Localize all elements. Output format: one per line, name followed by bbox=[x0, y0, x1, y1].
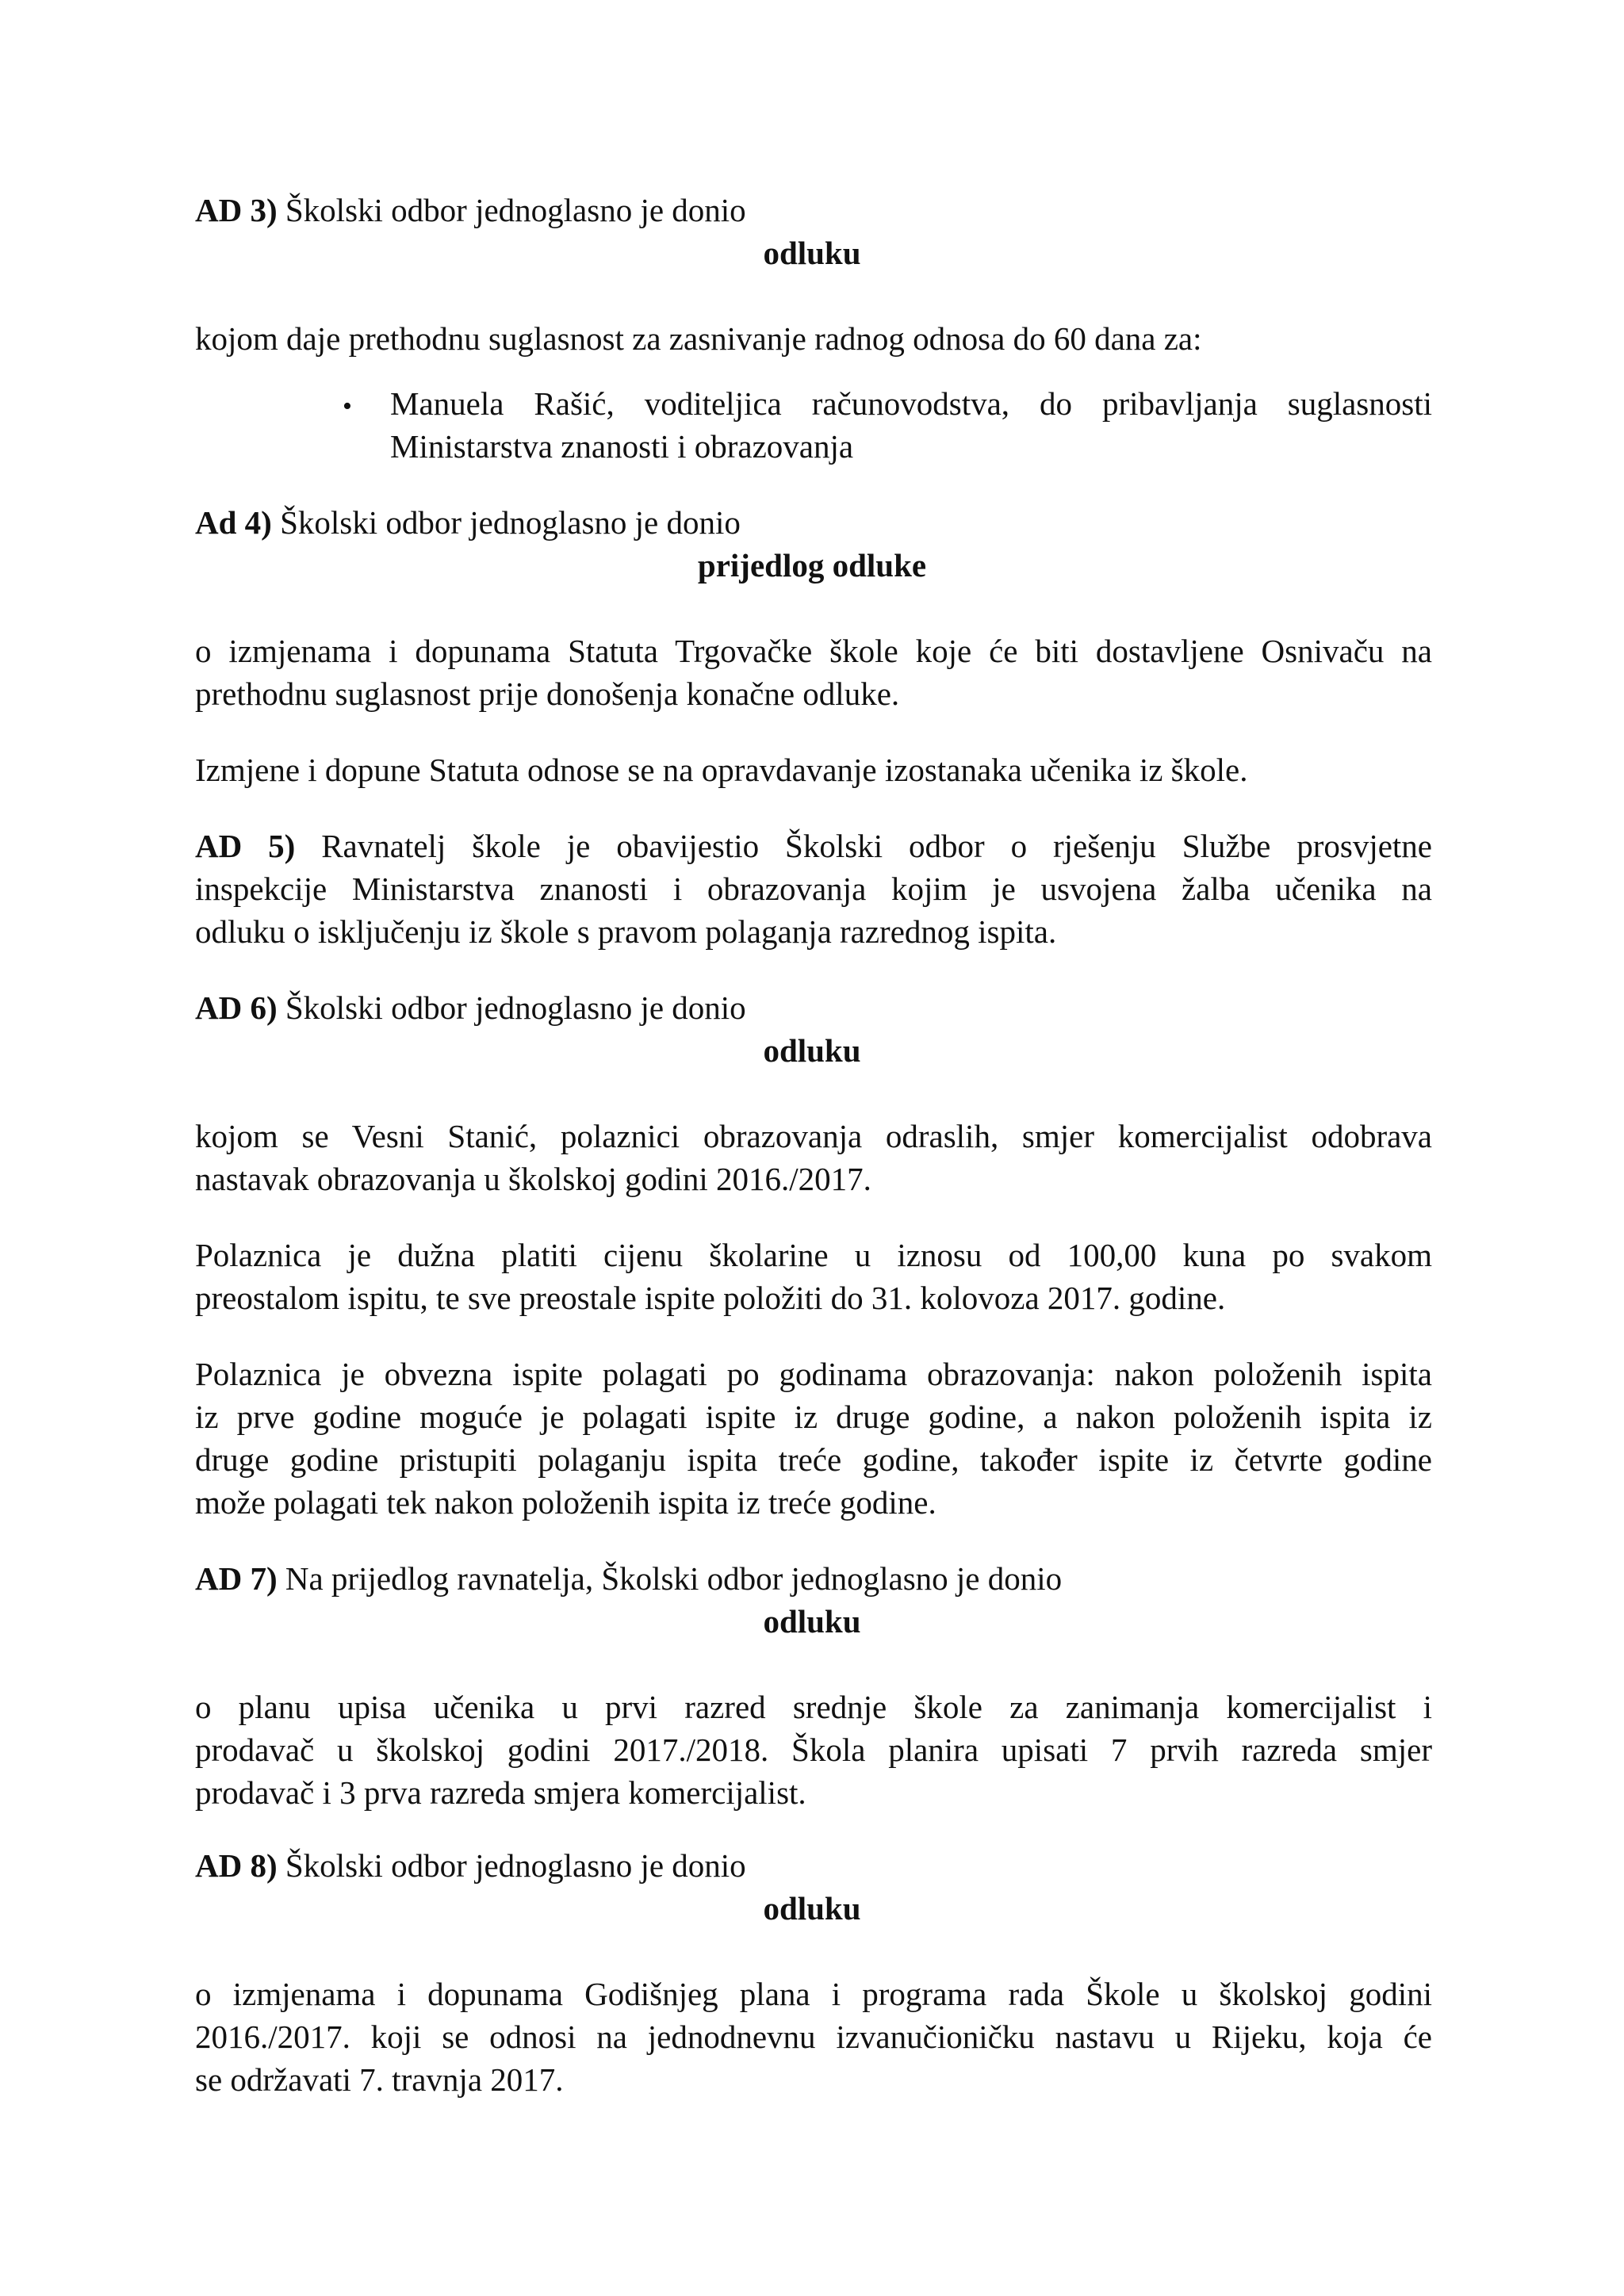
ad4-body-line2: prethodnu suglasnost prije donošenja konačne odluke. bbox=[195, 675, 900, 712]
ad7-intro: Na prijedlog ravnatelja, Školski odbor jednoglasno je donio bbox=[277, 1560, 1063, 1597]
ad5-line1-text: Ravnatelj škole je obavijestio Školski odbor o rješenju Službe prosvjetne bbox=[295, 828, 1432, 864]
ad6-p3-line2: iz prve godine moguće je polagati ispite iz druge godine, a nakon položenih ispita iz bbox=[195, 1399, 1432, 1435]
ad7-line1: o planu upisa učenika u prvi razred srednje škole za zanimanja komercijalist i bbox=[195, 1689, 1432, 1725]
ad7-heading: odluku bbox=[763, 1603, 861, 1640]
ad6-p3-line3: druge godine pristupiti polaganju ispita treće godine, također ispite iz četvrte godine bbox=[195, 1441, 1432, 1478]
bullet-dot-icon: • bbox=[343, 392, 352, 421]
ad3-intro: Školski odbor jednoglasno je donio bbox=[277, 192, 746, 228]
ad3-bullet-line2: Ministarstva znanosti i obrazovanja bbox=[390, 428, 854, 465]
ad6-p1-line2: nastavak obrazovanja u školskoj godini 2016./2017. bbox=[195, 1161, 871, 1197]
ad6-heading: odluku bbox=[763, 1032, 861, 1069]
ad6-p3-line4: može polagati tek nakon položenih ispita iz treće godine. bbox=[195, 1484, 936, 1521]
ad6-label: AD 6) bbox=[195, 989, 278, 1026]
ad7-intro-line bbox=[195, 1557, 1062, 1600]
ad6-p3-line1: Polaznica je obvezna ispite polagati po godinama obrazovanja: nakon položenih ispita bbox=[195, 1356, 1432, 1392]
ad8-line3: se održavati 7. travnja 2017. bbox=[195, 2061, 564, 2098]
ad6-intro: Školski odbor jednoglasno je donio bbox=[277, 989, 746, 1026]
ad6-intro-line bbox=[195, 986, 746, 1029]
ad4-heading: prijedlog odluke bbox=[697, 547, 927, 584]
ad4-label: Ad 4) bbox=[195, 504, 272, 541]
ad8-intro-line bbox=[195, 1844, 746, 1887]
ad6-p1-line1: kojom se Vesni Stanić, polaznici obrazovanja odraslih, smjer komercijalist odobrava bbox=[195, 1118, 1432, 1154]
ad7-label: AD 7) bbox=[195, 1560, 278, 1597]
ad7-line3: prodavač i 3 prva razreda smjera komercijalist. bbox=[195, 1774, 806, 1811]
ad6-p2-line2: preostalom ispitu, te sve preostale ispite položiti do 31. kolovoza 2017. godine. bbox=[195, 1280, 1226, 1316]
ad3-label: AD 3) bbox=[195, 192, 278, 228]
ad8-heading: odluku bbox=[763, 1890, 861, 1927]
ad5-line1 bbox=[195, 825, 1432, 867]
ad8-label: AD 8) bbox=[195, 1847, 278, 1884]
ad8-line2: 2016./2017. koji se odnosi na jednodnevnu izvanučioničku nastavu u Rijeku, koja će bbox=[195, 2019, 1432, 2055]
ad8-intro: Školski odbor jednoglasno je donio bbox=[277, 1847, 746, 1884]
ad5-line2: inspekcije Ministarstva znanosti i obrazovanja kojim je usvojena žalba učenika na bbox=[195, 871, 1432, 907]
ad3-bullet-line1: Manuela Rašić, voditeljica računovodstva, do pribavljanja suglasnosti bbox=[390, 385, 1432, 422]
ad4-intro-line bbox=[195, 501, 741, 544]
ad3-body: kojom daje prethodnu suglasnost za zasnivanje radnog odnosa do 60 dana za: bbox=[195, 320, 1202, 357]
ad4-note: Izmjene i dopune Statuta odnose se na opravdavanje izostanaka učenika iz škole. bbox=[195, 752, 1248, 788]
ad8-line1: o izmjenama i dopunama Godišnjeg plana i programa rada Škole u školskoj godini bbox=[195, 1976, 1432, 2012]
ad4-body-line1: o izmjenama i dopunama Statuta Trgovačke škole koje će biti dostavljene Osnivaču na bbox=[195, 633, 1432, 669]
ad3-heading: odluku bbox=[763, 235, 861, 271]
ad5-label: AD 5) bbox=[195, 828, 296, 864]
ad4-intro: Školski odbor jednoglasno je donio bbox=[271, 504, 741, 541]
ad5-line3: odluku o isključenju iz škole s pravom polaganja razrednog ispita. bbox=[195, 913, 1057, 950]
ad3-intro-line bbox=[195, 189, 746, 232]
ad6-p2-line1: Polaznica je dužna platiti cijenu školarine u iznosu od 100,00 kuna po svakom bbox=[195, 1237, 1432, 1273]
ad7-line2: prodavač u školskoj godini 2017./2018. Škola planira upisati 7 prvih razreda smjer bbox=[195, 1732, 1432, 1768]
